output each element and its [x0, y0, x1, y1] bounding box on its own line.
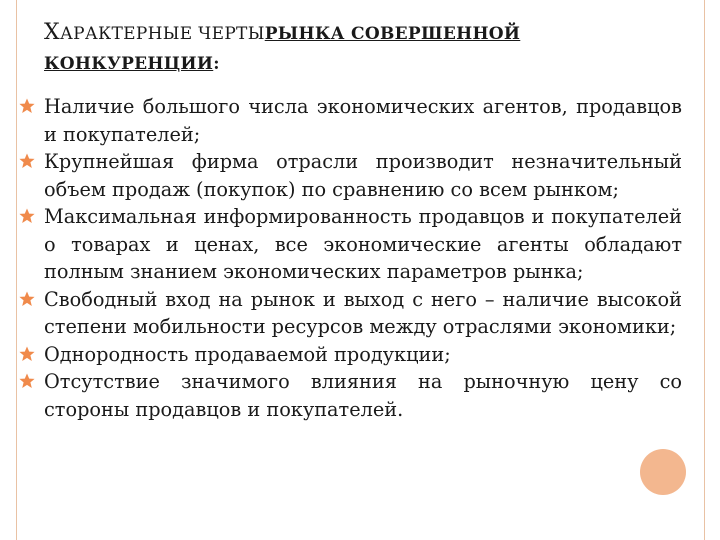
list-item-text: Крупнейшая фирма отрасли производит незначительный объем продаж (покупок) по сравнению со всем рынком;	[44, 150, 682, 201]
title-first-letter: Х	[44, 20, 60, 45]
star-bullet-icon	[19, 153, 35, 169]
list-item	[0, 148, 720, 203]
title-underlined-text: РЫНКА СОВЕРШЕННОЙ КОНКУРЕНЦИИ	[44, 24, 521, 74]
list-item	[0, 341, 720, 369]
star-bullet-icon	[19, 98, 35, 114]
list-item-text: Максимальная информированность продавцов и покупателей о товарах и ценах, все экономические агенты обладают полным знанием экономических параметров рынка;	[44, 205, 682, 283]
list-item-text: Свободный вход на рынок и выход с него – наличие высокой степени мобильности ресурсов между отраслями экономики;	[44, 287, 682, 338]
bullet-list	[0, 93, 720, 423]
list-item	[0, 368, 720, 423]
list-item-text: Однородность продаваемой продукции;	[44, 342, 451, 366]
star-bullet-icon	[19, 346, 35, 362]
star-bullet-icon	[19, 291, 35, 307]
star-bullet-icon	[19, 373, 35, 389]
title-colon: :	[213, 54, 220, 74]
list-item-text: Наличие большого числа экономических агентов, продавцов и покупателей;	[44, 95, 682, 146]
slide-title	[44, 18, 664, 79]
list-item	[0, 93, 720, 148]
star-bullet-icon	[19, 208, 35, 224]
list-item	[0, 286, 720, 341]
list-item	[0, 203, 720, 286]
title-lead-text: АРАКТЕРНЫЕ ЧЕРТЫ	[59, 24, 265, 44]
list-item-text: Отсутствие значимого влияния на рыночную цену со стороны продавцов и покупателей.	[44, 370, 682, 421]
accent-circle	[640, 449, 686, 495]
